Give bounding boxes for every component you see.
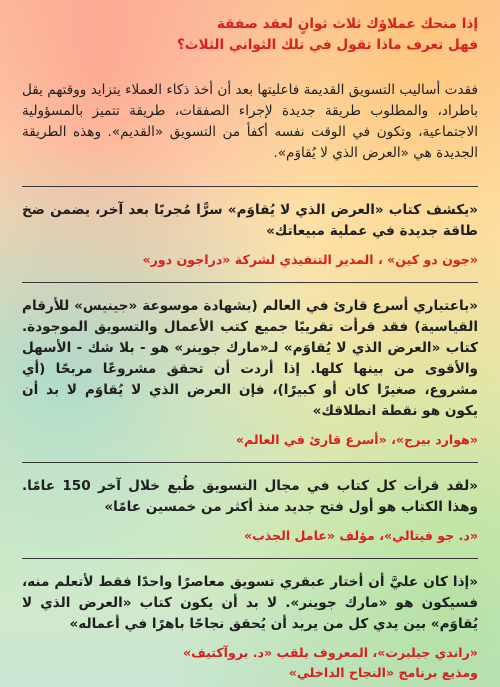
divider	[22, 282, 478, 283]
divider	[22, 558, 478, 559]
testimonial	[22, 296, 478, 450]
headline-line-1: إذا منحك عملاؤك ثلاث ثوانٍ لعقد صفقة	[216, 16, 478, 32]
divider	[22, 186, 478, 187]
testimonial-author: «هوارد بيرج»، «أسرع قارئ في العالم»	[235, 432, 478, 447]
divider	[22, 462, 478, 463]
testimonial-author: «راندي جيلبرت»، المعروف بلقب «د. بروآكتيف»	[182, 645, 478, 660]
book-back-cover	[22, 14, 478, 679]
headline-line-2: فهل تعرف ماذا تقول في تلك الثواني الثلاث؟	[176, 37, 478, 53]
testimonial-quote: «لقد قرأت كل كتاب في مجال التسويق طُبع خلال آخر 150 عامًا. وهذا الكتاب هو أول فتح جديد منذ أكثر من خمسين عامًا»	[22, 478, 479, 515]
testimonial-quote: «يكشف كتاب «العرض الذي لا يُقاوَم» سرًّا مُجربًا بعد آخر، يضمن ضخ طاقة جديدة في عملية مبيعاتك»	[22, 202, 478, 239]
testimonial	[22, 200, 478, 270]
headline	[22, 14, 478, 56]
testimonial-author-line-2: ومذيع برنامج «النجاح الداخلي»	[288, 665, 478, 680]
testimonial-quote: «باعتباري أسرع قارئ في العالم (بشهادة موسوعة «جينيس» للأرقام القياسية) فقد قرأت تقريبًا جميع كتب الأعمال والتسويق الموجودة. كتاب «العرض الذي لا يُقاوَم» لـ«مارك جوينر» هو - بلا شك - الأسهل والأقوى من بينها كلها. إذا أردت أن تحقق مشروعًا مربحًا (أي مشروع، صغيرًا كان أو كبيرًا)، فإن العرض الذي لا يُقاوَم لا بد أن يكون هو نقطة انطلاقك»	[22, 298, 478, 419]
testimonial-author: «د. جو فيتالي»، مؤلف «عامل الجذب»	[243, 528, 478, 543]
testimonial-author: «جون دو كين» ، المدير التنفيذي لشركة «دراجون دور»	[142, 252, 478, 267]
intro-paragraph: فقدت أساليب التسويق القديمة فاعليتها بعد أن أخذ ذكاء العملاء يتزايد ووقتهم يقل باطراد، والمطلوب طريقة جديدة لإجراء الصفقات، طريقة تتميز بالمسؤولية الاجتماعية، وتكون في الوقت نفسه أكفأ من التسويق «القديم». وهذه الطريقة الجديدة هي «العرض الذي لا يُقاوَم».	[22, 82, 478, 161]
testimonial-quote: «إذا كان عليَّ أن أختار عبقري تسويق معاصرًا واحدًا فقط لأتعلم منه، فسيكون هو «مارك جوينر». لا بد أن يكون كتاب «العرض الذي لا يُقاوَم» بين يدي كل من يريد أن يُحقق نجاحًا باهرًا في أعماله»	[22, 574, 478, 632]
testimonial	[22, 572, 478, 683]
testimonial	[22, 476, 478, 546]
